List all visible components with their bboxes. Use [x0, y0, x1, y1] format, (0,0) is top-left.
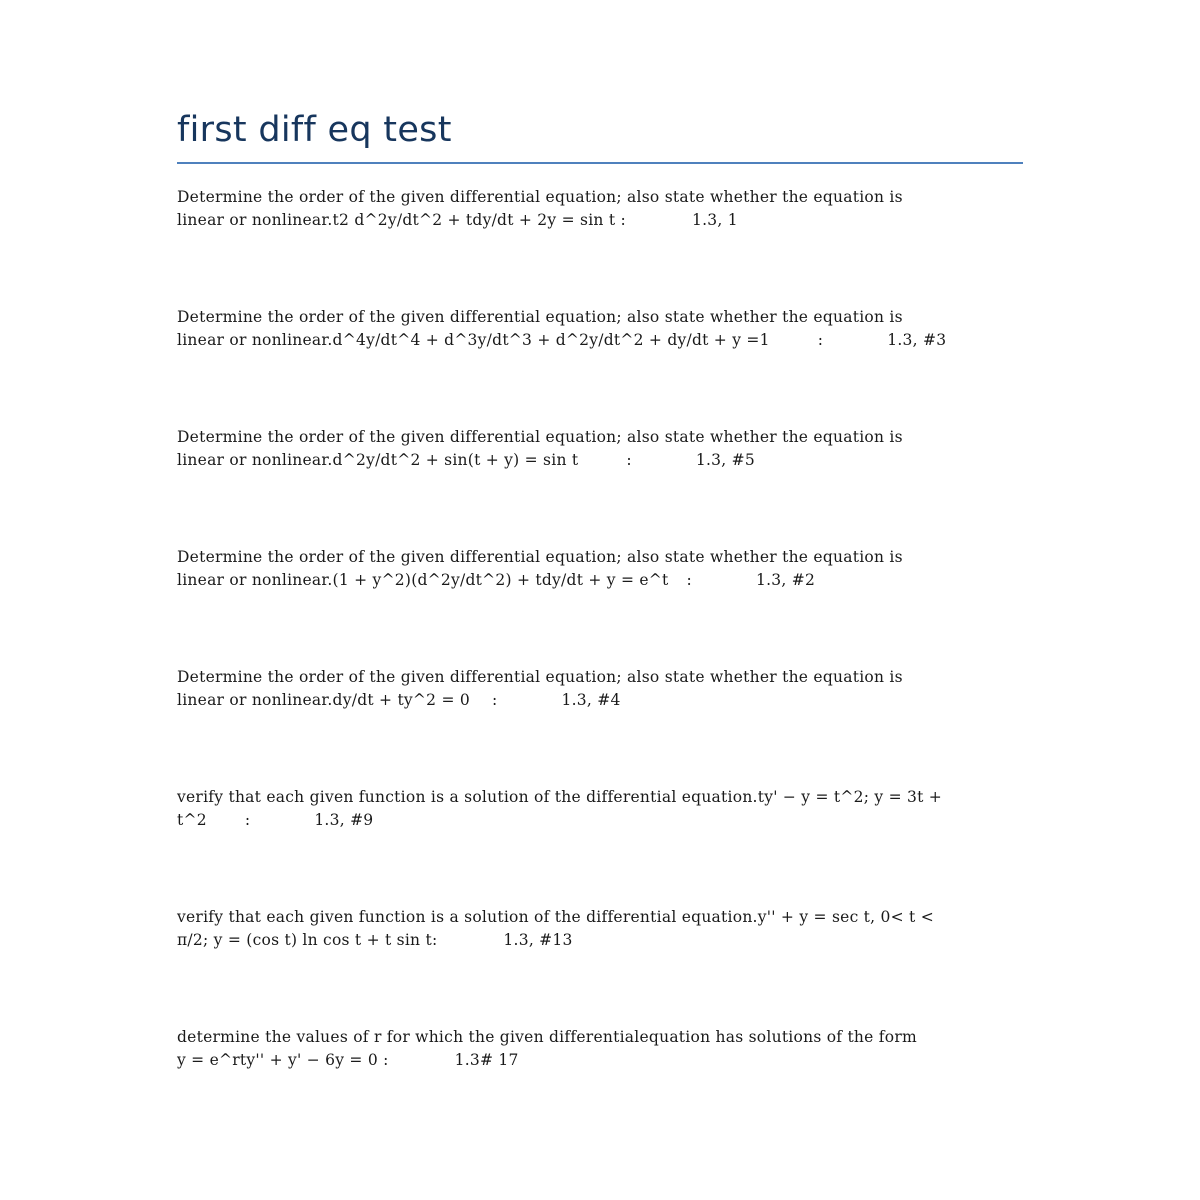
question-5-line-1: Determine the order of the given differential equation; also state whether the equation is — [177, 668, 903, 686]
question-2-line-1: Determine the order of the given differential equation; also state whether the equation is — [177, 308, 903, 326]
document-title: first diff eq test — [177, 110, 452, 150]
question-1-reference: 1.3, 1 — [691, 211, 738, 229]
title-underline — [177, 162, 1023, 164]
question-2-line-2 — [177, 329, 1027, 352]
question-7-line-1: verify that each given function is a solution of the differential equation.y'' + y = sec t, 0< t < — [177, 908, 934, 926]
question-4-equation: linear or nonlinear.(1 + y^2)(d^2y/dt^2) + tdy/dt + y = e^t — [177, 571, 669, 589]
question-3-line-2 — [177, 449, 1027, 472]
question-6-line-2 — [177, 809, 1027, 832]
question-8 — [177, 1026, 1027, 1072]
question-4-line-2 — [177, 569, 1027, 592]
question-3-reference: 1.3, #5 — [695, 451, 755, 469]
question-2-colon: : — [817, 331, 824, 349]
question-6-equation: t^2 — [177, 811, 207, 829]
question-5-equation: linear or nonlinear.dy/dt + ty^2 = 0 — [177, 691, 470, 709]
question-1-line-1: Determine the order of the given differential equation; also state whether the equation is — [177, 188, 903, 206]
question-1-line-2 — [177, 209, 1027, 232]
question-7-reference: 1.3, #13 — [503, 931, 573, 949]
question-8-reference: 1.3# 17 — [454, 1051, 519, 1069]
question-6-colon: : — [244, 811, 251, 829]
question-8-equation: y = e^rty'' + y' − 6y = 0 : — [177, 1051, 389, 1069]
question-4-line-1: Determine the order of the given differential equation; also state whether the equation is — [177, 548, 903, 566]
question-6-reference: 1.3, #9 — [314, 811, 374, 829]
question-6-line-1: verify that each given function is a solution of the differential equation.ty' − y = t^2; y = 3t + — [177, 788, 942, 806]
question-5-colon: : — [492, 691, 498, 709]
question-4-colon: : — [686, 571, 692, 589]
question-4 — [177, 546, 1027, 592]
question-4-reference: 1.3, #2 — [756, 571, 816, 589]
question-3 — [177, 426, 1027, 472]
question-6 — [177, 786, 1027, 832]
question-5 — [177, 666, 1027, 712]
question-2-equation: linear or nonlinear.d^4y/dt^4 + d^3y/dt^3 + d^2y/dt^2 + dy/dt + y =1 — [177, 331, 770, 349]
question-7-equation: π/2; y = (cos t) ln cos t + t sin t: — [177, 931, 438, 949]
question-7 — [177, 906, 1027, 952]
question-8-line-2 — [177, 1049, 1027, 1072]
question-3-line-1: Determine the order of the given differential equation; also state whether the equation is — [177, 428, 903, 446]
question-3-equation: linear or nonlinear.d^2y/dt^2 + sin(t + y) = sin t — [177, 451, 579, 469]
question-5-reference: 1.3, #4 — [561, 691, 621, 709]
question-2 — [177, 306, 1027, 352]
question-5-line-2 — [177, 689, 1027, 712]
question-2-reference: 1.3, #3 — [887, 331, 947, 349]
question-1-equation: linear or nonlinear.t2 d^2y/dt^2 + tdy/dt + 2y = sin t : — [177, 211, 626, 229]
question-8-line-1: determine the values of r for which the given differentialequation has solutions of the form — [177, 1028, 917, 1046]
question-3-colon: : — [626, 451, 632, 469]
question-1 — [177, 186, 1027, 232]
question-7-line-2 — [177, 929, 1027, 952]
